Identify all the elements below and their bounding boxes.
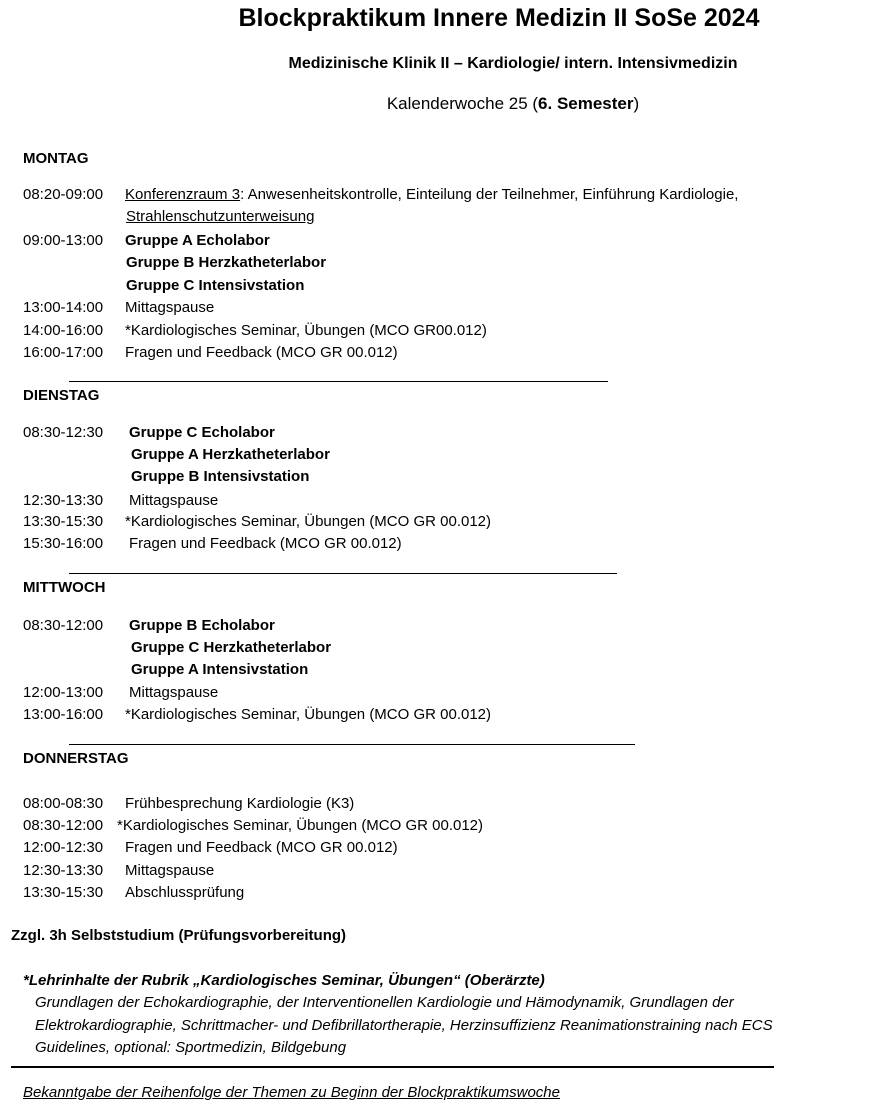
announcement-note: Bekanntgabe der Reihenfolge der Themen zu Beginn der Blockpraktikumswoche	[23, 1084, 560, 1101]
semester-label: 6. Semester	[538, 94, 634, 113]
schedule-entry: *Kardiologisches Seminar, Übungen (MCO GR00.012)	[125, 322, 487, 339]
day-heading-dienstag: DIENSTAG	[23, 387, 100, 404]
divider	[69, 381, 608, 382]
schedule-entry: *Kardiologisches Seminar, Übungen (MCO GR 00.012)	[125, 706, 492, 723]
schedule-entry: Fragen und Feedback (MCO GR 00.012)	[129, 535, 402, 552]
group-assignment: Gruppe A Echolabor	[125, 232, 270, 249]
time-slot: 08:20-09:00	[23, 186, 104, 203]
schedule-entry	[125, 186, 738, 203]
self-study-note: Zzgl. 3h Selbststudium (Prüfungsvorbereitung)	[11, 927, 347, 944]
day-heading-donnerstag: DONNERSTAG	[23, 750, 129, 767]
week-prefix: Kalenderwoche 25 (	[386, 94, 539, 113]
schedule-entry: Mittagspause	[129, 492, 219, 509]
schedule-entry: Abschlussprüfung	[125, 884, 245, 901]
group-assignment: Gruppe B Herzkatheterlabor	[126, 254, 327, 271]
calendar-week	[0, 94, 895, 114]
footnote-line: Guidelines, optional: Sportmedizin, Bildgebung	[35, 1039, 347, 1056]
radiation-safety-link: Strahlenschutzunterweisung	[126, 208, 315, 225]
group-assignment: Gruppe B Intensivstation	[131, 468, 310, 485]
schedule-entry: Frühbesprechung Kardiologie (K3)	[125, 795, 355, 812]
time-slot: 08:30-12:00	[23, 817, 104, 834]
footnote-line: Grundlagen der Echokardiographie, der Interventionellen Kardiologie und Hämodynamik, Grundlagen der	[35, 994, 734, 1011]
room-link: Konferenzraum 3	[125, 186, 241, 203]
group-assignment: Gruppe C Herzkatheterlabor	[131, 639, 332, 656]
schedule-entry: Mittagspause	[125, 299, 215, 316]
footnote-line: Elektrokardiographie, Schrittmacher- und Defibrillatortherapie, Herzinsuffizienz Reanimationstraining nach ECS	[35, 1017, 773, 1034]
time-slot: 13:00-14:00	[23, 299, 104, 316]
divider	[11, 1066, 774, 1068]
time-slot: 12:30-13:30	[23, 492, 104, 509]
schedule-entry: Fragen und Feedback (MCO GR 00.012)	[125, 344, 398, 361]
entry-text: : Anwesenheitskontrolle, Einteilung der Teilnehmer, Einführung Kardiologie,	[240, 186, 739, 203]
time-slot: 12:00-12:30	[23, 839, 104, 856]
group-assignment: Gruppe B Echolabor	[129, 617, 275, 634]
page-title: Blockpraktikum Innere Medizin II SoSe 2024	[238, 4, 760, 32]
group-assignment: Gruppe C Echolabor	[129, 424, 275, 441]
divider	[69, 573, 617, 574]
page-subtitle: Medizinische Klinik II – Kardiologie/ intern. Intensivmedizin	[288, 55, 738, 72]
time-slot: 13:00-16:00	[23, 706, 104, 723]
time-slot: 13:30-15:30	[23, 884, 104, 901]
schedule-entry: Fragen und Feedback (MCO GR 00.012)	[125, 839, 398, 856]
time-slot: 08:00-08:30	[23, 795, 104, 812]
time-slot: 15:30-16:00	[23, 535, 104, 552]
divider	[69, 744, 635, 745]
schedule-entry: Mittagspause	[129, 684, 219, 701]
time-slot: 12:30-13:30	[23, 862, 104, 879]
time-slot: 09:00-13:00	[23, 232, 104, 249]
time-slot: 14:00-16:00	[23, 322, 104, 339]
day-heading-mittwoch: MITTWOCH	[23, 579, 106, 596]
schedule-entry: Mittagspause	[125, 862, 215, 879]
week-suffix: )	[633, 94, 640, 113]
footnote-heading: *Lehrinhalte der Rubrik „Kardiologisches Seminar, Übungen“ (Oberärzte)	[23, 972, 545, 989]
time-slot: 08:30-12:00	[23, 617, 104, 634]
time-slot: 08:30-12:30	[23, 424, 104, 441]
day-heading-montag: MONTAG	[23, 150, 89, 167]
schedule-entry: *Kardiologisches Seminar, Übungen (MCO GR 00.012)	[117, 817, 484, 834]
time-slot: 13:30-15:30	[23, 513, 104, 530]
time-slot: 16:00-17:00	[23, 344, 104, 361]
group-assignment: Gruppe A Intensivstation	[131, 661, 309, 678]
group-assignment: Gruppe C Intensivstation	[126, 277, 305, 294]
time-slot: 12:00-13:00	[23, 684, 104, 701]
group-assignment: Gruppe A Herzkatheterlabor	[131, 446, 330, 463]
schedule-entry: *Kardiologisches Seminar, Übungen (MCO GR 00.012)	[125, 513, 492, 530]
